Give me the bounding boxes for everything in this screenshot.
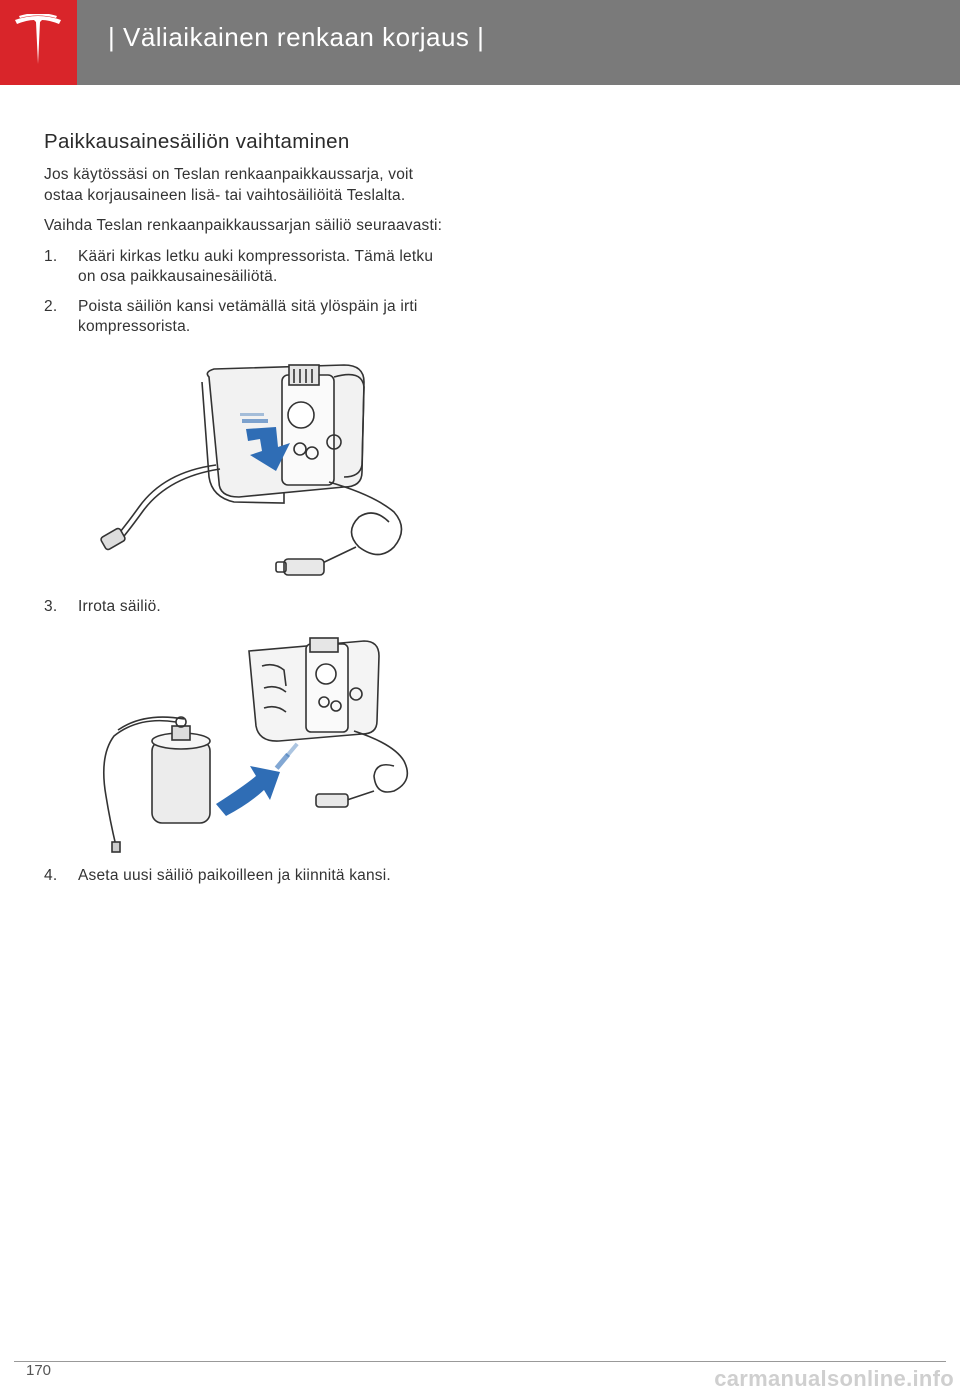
tesla-logo (0, 0, 77, 85)
step-text: Kääri kirkas letku auki kompressorista. Tämä letku on osa paikkausainesäiliötä. (78, 247, 434, 285)
watermark: carmanualsonline.info (714, 1366, 954, 1391)
step-text: Irrota säiliö. (78, 597, 161, 615)
section-heading: Paikkausainesäiliön vaihtaminen (44, 130, 350, 153)
tesla-t-icon (13, 14, 63, 66)
chapter-title: | Väliaikainen renkaan korjaus | (108, 22, 485, 52)
step-1 (44, 247, 444, 288)
main-content (44, 130, 444, 896)
footer-divider (14, 1361, 946, 1362)
step-2 (44, 297, 444, 338)
compressor-lid-illustration (44, 347, 444, 597)
step-number: 1. (44, 247, 58, 265)
figure-remove-canister (44, 626, 444, 866)
step-number: 2. (44, 297, 58, 315)
step-number: 3. (44, 597, 58, 615)
page-number: 170 (26, 1362, 52, 1379)
step-4 (44, 866, 444, 887)
lead-paragraph: Vaihda Teslan renkaanpaikkaussarjan säiliö seuraavasti: (44, 217, 443, 234)
step-3 (44, 597, 444, 618)
step-text: Poista säiliön kansi vetämällä sitä ylöspäin ja irti kompressorista. (78, 297, 418, 335)
intro-paragraph: Jos käytössäsi on Teslan renkaanpaikkaussarja, voit ostaa korjausaineen lisä- tai vaihtosäiliöitä Teslalta. (44, 166, 414, 204)
step-text: Aseta uusi säiliö paikoilleen ja kiinnitä kansi. (78, 867, 391, 884)
canister-removal-illustration (44, 626, 444, 866)
header-bar (0, 0, 960, 85)
step-number: 4. (44, 867, 58, 884)
figure-remove-lid (44, 347, 444, 597)
